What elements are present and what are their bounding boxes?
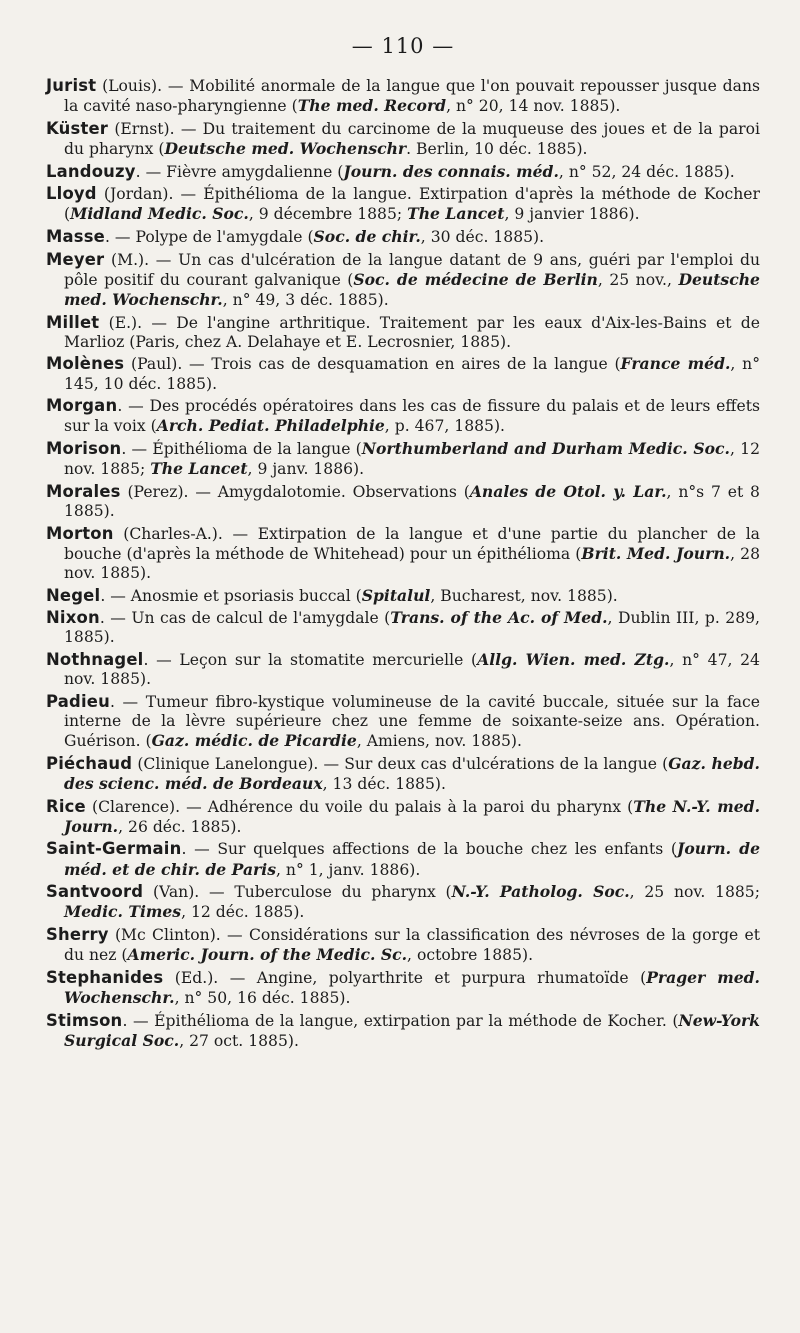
entry-text: , n° 145, 10 déc. 1885). — [64, 355, 760, 393]
entry-source-title: Americ. Journ. of the Medic. Sc. — [127, 945, 408, 965]
entry-author: Rice — [46, 796, 86, 816]
bibliography-entry — [46, 586, 760, 606]
entry-text: . — Mobilité anormale de la langue que l'on pouvait repousser jusque dans la cavité naso-pharyngienne ( — [64, 77, 760, 116]
entry-source-title: Brit. Med. Journ. — [581, 543, 731, 563]
bibliography-entry — [46, 1011, 760, 1051]
entry-source-title: N.-Y. Patholog. Soc. — [451, 882, 630, 902]
entry-given-name: (E.) — [108, 313, 138, 332]
entry-text: , n° 52, 24 déc. 1885). — [558, 162, 735, 181]
entry-author: Padieu — [46, 691, 110, 711]
entry-text: . — Considérations sur la classification des névroses de la gorge et du nez ( — [64, 925, 760, 965]
entry-text: . — Anosmie et psoriasis buccal ( — [100, 586, 362, 605]
entry-author: Millet — [46, 312, 100, 332]
entry-source-title: Soc. de médecine de Berlin — [353, 269, 598, 289]
entry-source-title: Medic. Times — [64, 902, 182, 922]
entry-given-name: (Clinique Lanelongue) — [137, 754, 314, 773]
entry-text: . — Épithélioma de la langue, extirpation par la méthode de Kocher. ( — [122, 1011, 679, 1030]
entry-text: , 9 janv. 1886). — [247, 460, 365, 479]
entry-text: , n° 1, janv. 1886). — [275, 860, 421, 879]
entry-text: , 9 décembre 1885; — [248, 205, 408, 224]
entry-text: , n° 50, 16 déc. 1885). — [174, 988, 351, 1007]
entry-source-title: The Lancet — [150, 459, 248, 479]
entry-source-title: Anales de Otol. y. Lar. — [469, 481, 667, 501]
entry-text: , Amiens, nov. 1885). — [356, 732, 522, 751]
bibliography-entry — [46, 754, 760, 794]
entry-author: Nothnagel — [46, 649, 144, 669]
entry-source-title: Journ. des connais. méd. — [343, 161, 559, 181]
entry-text: , 27 oct. 1885). — [179, 1031, 299, 1050]
entry-author: Nixon — [46, 608, 100, 628]
entry-source-title: Allg. Wien. med. Ztg. — [477, 649, 670, 669]
entry-source-title: Deutsche med. Wochenschr. — [64, 269, 760, 309]
entry-source-title: Gaz. hebd. des scienc. méd. de Bordeaux — [64, 753, 760, 793]
bibliography-entry — [46, 313, 760, 352]
entry-author: Sherry — [46, 924, 109, 944]
entry-text: , 26 déc. 1885). — [118, 817, 242, 836]
entry-author: Landouzy — [46, 161, 136, 181]
entry-text: . — Adhérence du voile du palais à la paroi du pharynx ( — [175, 797, 634, 816]
entry-given-name: (Louis) — [102, 77, 158, 95]
bibliography-entry — [46, 524, 760, 584]
entry-text: , 9 janvier 1886). — [504, 205, 640, 224]
entry-text: , n° 20, 14 nov. 1885). — [446, 97, 621, 116]
entry-author: Morales — [46, 481, 121, 501]
bibliography-entry — [46, 839, 760, 879]
entry-author: Masse — [46, 226, 105, 246]
bibliography-entry — [46, 650, 760, 689]
entry-text: . — Sur deux cas d'ulcérations de la langue ( — [313, 754, 669, 773]
entry-given-name: (Clarence) — [91, 797, 176, 816]
entry-text: . — Trois cas de desquamation en aires de la langue ( — [177, 355, 621, 374]
entry-author: Lloyd — [46, 184, 97, 204]
entry-given-name: (Jordan) — [103, 185, 169, 204]
entry-source-title: Trans. of the Ac. of Med. — [390, 608, 608, 628]
entry-text: . — Leçon sur la stomatite mercurielle ( — [143, 650, 478, 669]
entry-given-name: (Ernst) — [114, 119, 170, 138]
bibliography-entry — [46, 882, 760, 922]
entry-text: , Dublin III, p. 289, 1885). — [64, 609, 760, 647]
entry-text: . — Tuberculose du pharynx ( — [194, 883, 452, 902]
entry-text: , n° 47, 24 nov. 1885). — [64, 650, 760, 689]
entry-text: . — De l'angine arthritique. Traitement par les eaux d'Aix-les-Bains et de Marlioz (Paris, chez A. Delahaye et E. Lecrosnier, 1885). — [64, 313, 760, 351]
bibliography-entry — [46, 250, 760, 311]
bibliography-entry — [46, 162, 760, 182]
entry-text: , 25 nov., — [597, 270, 679, 289]
entry-given-name: (Paul) — [131, 355, 178, 374]
entry-text: . — Des procédés opératoires dans les cas de fissure du palais et de leurs effets sur la voix ( — [64, 397, 760, 436]
entry-text: . — Extirpation de la langue et d'une partie du plancher de la bouche (d'après la méthode de Whitehead) pour un épithélioma ( — [64, 524, 760, 563]
bibliography-entry — [46, 354, 760, 393]
entry-author: Jurist — [46, 76, 97, 95]
entry-source-title: Spitalul — [361, 585, 431, 605]
entry-text: , 30 déc. 1885). — [420, 227, 545, 246]
entry-source-title: Prager med. Wochenschr. — [64, 967, 760, 1007]
entry-author: Negel — [46, 585, 101, 605]
bibliography-entry — [46, 396, 760, 436]
entry-text: . — Du traitement du carcinome de la muqueuse des joues et de la paroi du pharynx ( — [64, 119, 760, 158]
entry-given-name: (Mc Clinton) — [114, 925, 216, 944]
bibliography-entry — [46, 439, 760, 479]
entry-author: Küster — [46, 118, 109, 138]
entry-text: , Bucharest, nov. 1885). — [430, 586, 618, 605]
bibliography-entry — [46, 925, 760, 965]
entry-source-title: France méd. — [620, 354, 731, 374]
bibliography-entry — [46, 968, 760, 1008]
entry-source-title: The N.-Y. med. Journ. — [64, 796, 761, 836]
entry-text: . — Polype de l'amygdale ( — [105, 227, 314, 246]
entry-text: . — Un cas d'ulcération de la langue datant de 9 ans, guéri par l'emploi du pôle positif du courant galvanique ( — [64, 250, 760, 289]
entry-text: . — Angine, polyarthrite et purpura rhumatoïde ( — [213, 968, 647, 987]
entry-source-title: Soc. de chir. — [313, 226, 421, 246]
entry-given-name: (M.) — [111, 250, 145, 269]
entry-source-title: The med. Record — [297, 96, 447, 116]
entry-text: . — Amygdalotomie. Observations ( — [183, 482, 470, 501]
entry-text: . — Tumeur fibro-kystique volumineuse de la cavité buccale, située sur la face interne de la lèvre supérieure chez une femme de soixante-seize ans. Opération. Guérison. ( — [64, 692, 760, 751]
entry-source-title: Journ. de méd. et de chir. de Paris — [64, 839, 760, 879]
entry-text: . — Épithélioma de la langue ( — [121, 439, 362, 458]
bibliography-entry — [46, 797, 760, 837]
entry-source-title: The Lancet — [407, 204, 505, 224]
entry-source-title: Gaz. médic. de Picardie — [151, 731, 357, 751]
entry-text: , 25 nov. 1885; — [629, 883, 760, 902]
entry-author: Morgan — [46, 396, 118, 416]
entry-author: Piéchaud — [46, 753, 133, 773]
entry-text: . — Un cas de calcul de l'amygdale ( — [99, 609, 391, 628]
entry-text: , 12 déc. 1885). — [181, 903, 305, 922]
entry-source-title: Northumberland and Durham Medic. Soc. — [361, 438, 730, 458]
entry-text: . — Fièvre amygdalienne ( — [135, 162, 344, 181]
bibliography-entry — [46, 227, 760, 247]
bibliography-list — [46, 76, 760, 1051]
entry-given-name: (Charles-A.) — [123, 524, 218, 543]
entry-text: , 28 nov. 1885). — [64, 544, 760, 582]
entry-given-name: (Van) — [152, 883, 195, 902]
entry-text: , n°s 7 et 8 1885). — [64, 482, 760, 520]
entry-author: Meyer — [46, 249, 105, 269]
entry-text: . Berlin, 10 déc. 1885). — [406, 140, 588, 158]
entry-text: , 12 nov. 1885; — [64, 439, 760, 479]
entry-author: Stephanides — [46, 967, 164, 987]
bibliography-entry — [46, 119, 760, 159]
entry-author: Saint-Germain — [46, 839, 182, 859]
bibliography-entry — [46, 482, 760, 521]
entry-source-title: Arch. Pediat. Philadelphie — [156, 416, 385, 436]
bibliography-entry — [46, 184, 760, 224]
entry-author: Stimson — [46, 1010, 123, 1030]
entry-given-name: (Perez) — [127, 482, 184, 501]
entry-author: Molènes — [46, 354, 125, 374]
bibliography-entry — [46, 692, 760, 752]
entry-source-title: Deutsche med. Wochenschr — [164, 139, 407, 158]
entry-text: , octobre 1885). — [407, 946, 534, 965]
entry-text: , 13 déc. 1885). — [322, 774, 446, 793]
entry-text: , n° 49, 3 déc. 1885). — [222, 290, 389, 309]
entry-given-name: (Ed.) — [174, 968, 214, 987]
bibliography-entry — [46, 76, 760, 116]
entry-text: . — Sur quelques affections de la bouche chez les enfants ( — [181, 840, 677, 859]
entry-author: Morison — [46, 438, 122, 458]
bibliography-entry — [46, 608, 760, 647]
entry-author: Morton — [46, 523, 114, 543]
entry-author: Santvoord — [46, 882, 144, 902]
entry-text: , p. 467, 1885). — [384, 417, 506, 436]
entry-text: . — Épithélioma de la langue. Extirpation d'après la méthode de Kocher ( — [64, 185, 760, 224]
entry-source-title: New-York Surgical Soc. — [64, 1010, 760, 1050]
entry-source-title: Midland Medic. Soc. — [70, 204, 249, 224]
page-number: — 110 — — [351, 34, 455, 58]
